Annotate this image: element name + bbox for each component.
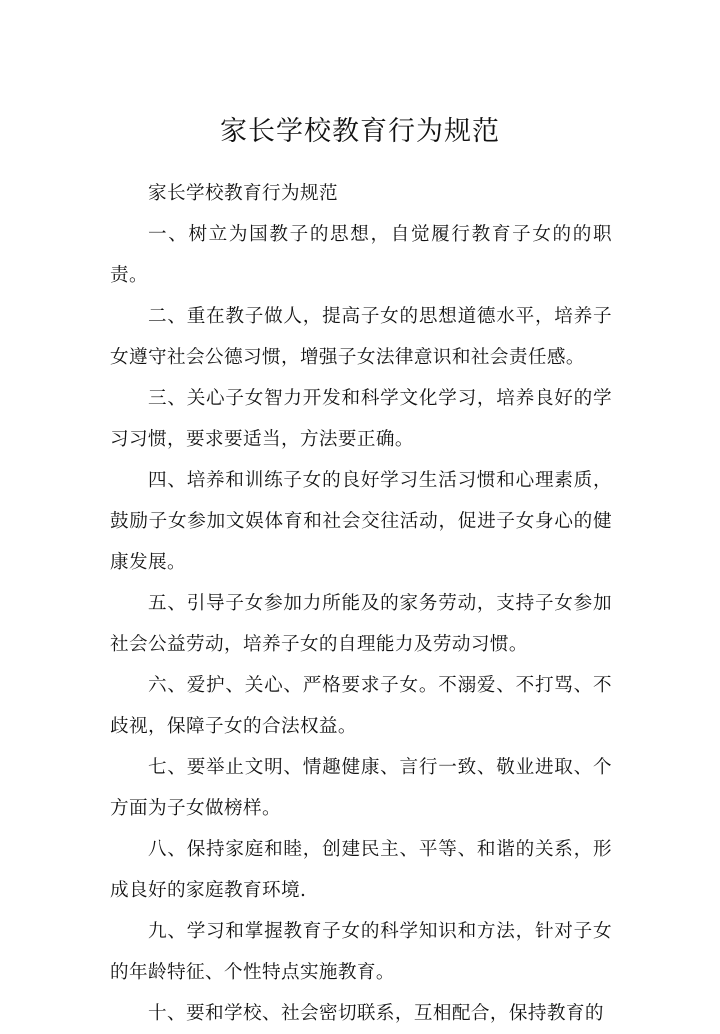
paragraph-item-3: 三、关心子女智力开发和科学文化学习，培养良好的学习习惯，要求要适当，方法要正确。 bbox=[110, 388, 612, 450]
paragraph-item-8: 八、保持家庭和睦，创建民主、平等、和谐的关系，形成良好的家庭教育环境. bbox=[110, 839, 612, 901]
paragraph-item-2: 二、重在教子做人，提高子女的思想道德水平，培养子女遵守社会公德习惯，增强子女法律意识和社会责任感。 bbox=[110, 306, 612, 368]
paragraph-item-1: 一、树立为国教子的思想，自觉履行教育子女的的职责。 bbox=[110, 224, 612, 286]
paragraph-item-10: 十、要和学校、社会密切联系，互相配合，保持教育的 bbox=[148, 1003, 604, 1024]
document-title: 家长学校教育行为规范 bbox=[220, 116, 500, 147]
paragraph-heading: 家长学校教育行为规范 bbox=[148, 183, 338, 204]
paragraph-item-9: 九、学习和掌握教育子女的科学知识和方法，针对子女的年龄特征、个性特点实施教育。 bbox=[110, 921, 612, 983]
document-body bbox=[110, 173, 612, 1034]
paragraph-item-5: 五、引导子女参加力所能及的家务劳动，支持子女参加社会公益劳动，培养子女的自理能力及劳动习惯。 bbox=[110, 593, 612, 655]
paragraph-item-6: 六、爱护、关心、严格要求子女。不溺爱、不打骂、不歧视，保障子女的合法权益。 bbox=[110, 675, 612, 737]
paragraph-item-7: 七、要举止文明、情趣健康、言行一致、敬业进取、个方面为子女做榜样。 bbox=[110, 757, 612, 819]
paragraph-item-4: 四、培养和训练子女的良好学习生活习惯和心理素质，鼓励子女参加文娱体育和社会交往活动，促进子女身心的健康发展。 bbox=[110, 470, 612, 573]
